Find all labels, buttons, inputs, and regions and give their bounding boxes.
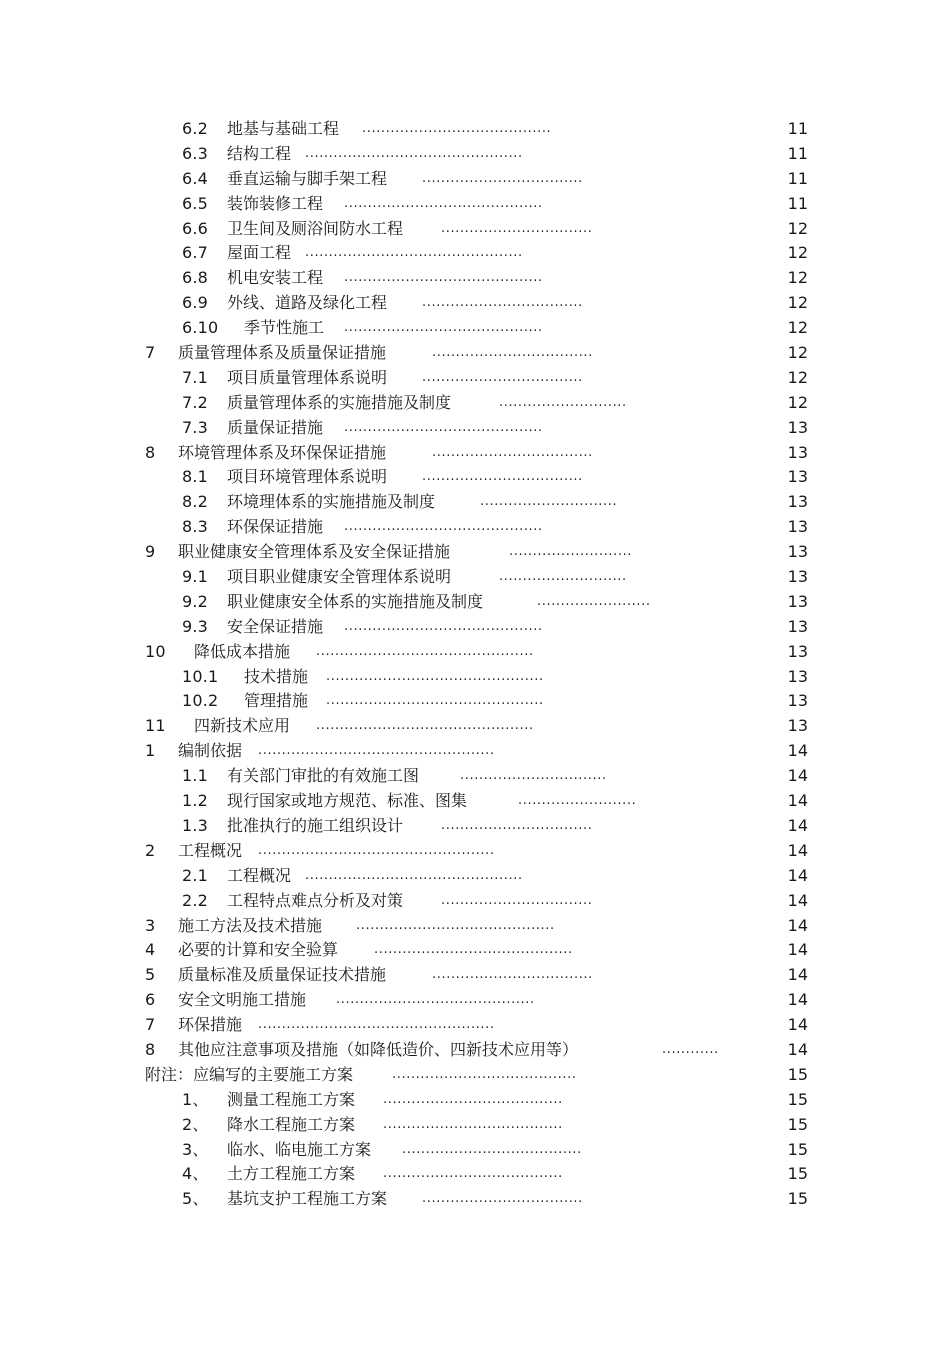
toc-entry-leader: ........................ <box>537 593 651 609</box>
toc-entry-leader: .............................................. <box>305 145 523 161</box>
toc-entry <box>0 1013 950 1038</box>
toc-entry-title: 职业健康安全体系的实施措施及制度 <box>227 591 484 611</box>
toc-entry <box>0 1113 950 1138</box>
toc-entry-title: 技术措施 <box>244 666 309 686</box>
toc-entry <box>0 1138 950 1163</box>
toc-entry-number: 10.2 <box>182 691 219 711</box>
toc-entry-page: 11 <box>787 193 808 213</box>
toc-entry-number: 6.7 <box>182 243 209 263</box>
toc-entry-title: 机电安装工程 <box>227 268 324 288</box>
toc-entry <box>0 465 950 490</box>
toc-entry <box>0 689 950 714</box>
toc-entry <box>0 1088 950 1113</box>
toc-entry-number: 1、 <box>182 1089 209 1109</box>
toc-entry-number: 6.2 <box>182 119 209 138</box>
toc-entry-leader: ...................................... <box>383 1091 563 1107</box>
toc-entry-page: 14 <box>787 766 808 786</box>
toc-entry-page: 14 <box>787 741 808 761</box>
toc-entry-number: 7 <box>145 1015 156 1035</box>
toc-entry-number: 6.8 <box>182 268 209 288</box>
toc-entry <box>0 540 950 565</box>
toc-entry-title: 安全保证措施 <box>227 616 324 636</box>
toc-entry-number: 1.1 <box>182 766 209 786</box>
toc-entry-title: 质量保证措施 <box>227 417 324 437</box>
toc-entry-title: 质量管理体系的实施措施及制度 <box>227 392 452 412</box>
toc-entry <box>0 142 950 167</box>
toc-entry-leader: ....................................... <box>392 1066 577 1082</box>
toc-entry-leader: .......................................... <box>344 519 543 535</box>
toc-entry-leader: .................................. <box>422 170 583 186</box>
toc-entry-number: 8 <box>145 442 156 462</box>
toc-entry-leader: ................................ <box>441 892 593 908</box>
toc-entry-page: 13 <box>787 641 808 661</box>
toc-entry-leader: .................................. <box>422 295 583 311</box>
toc-entry-number: 7.3 <box>182 417 209 437</box>
toc-entry-leader: .................................. <box>432 444 593 460</box>
toc-entry-number: 2.2 <box>182 890 209 910</box>
toc-entry-leader: ......................... <box>518 793 637 809</box>
toc-entry-title: 测量工程施工方案 <box>227 1089 356 1109</box>
toc-entry <box>0 1162 950 1187</box>
toc-entry-page: 14 <box>787 890 808 910</box>
toc-entry-title: 环境管理体系及环保保证措施 <box>178 442 387 462</box>
toc-entry-number: 9.2 <box>182 591 209 611</box>
toc-entry-page: 13 <box>787 467 808 487</box>
toc-entry <box>0 241 950 266</box>
toc-entry <box>0 117 950 142</box>
toc-entry-page: 13 <box>787 616 808 636</box>
toc-entry-title: 环保保证措施 <box>227 517 324 537</box>
toc-entry-page: 15 <box>787 1139 808 1159</box>
toc-entry-title: 季节性施工 <box>244 318 325 338</box>
toc-entry-page: 13 <box>787 716 808 736</box>
toc-entry-page: 13 <box>787 567 808 587</box>
toc-entry <box>0 739 950 764</box>
toc-entry <box>0 889 950 914</box>
toc-entry-page: 13 <box>787 691 808 711</box>
toc-entry-page: 14 <box>787 990 808 1010</box>
toc-entry-leader: .......................... <box>509 544 633 560</box>
toc-entry-page: 13 <box>787 492 808 512</box>
toc-entry-page: 14 <box>787 791 808 811</box>
toc-entry-page: 11 <box>787 119 808 138</box>
toc-entry-page: 14 <box>787 1015 808 1035</box>
toc-entry-title: 地基与基础工程 <box>227 119 340 138</box>
toc-entry-title: 管理措施 <box>244 691 309 711</box>
toc-entry <box>0 416 950 441</box>
toc-entry-title: 有关部门审批的有效施工图 <box>227 766 420 786</box>
toc-entry-page: 12 <box>787 293 808 313</box>
toc-entry-number: 6.4 <box>182 168 209 188</box>
toc-entry <box>0 590 950 615</box>
toc-entry-number: 6 <box>145 990 156 1010</box>
table-of-contents <box>0 117 950 1212</box>
toc-entry-number: 7.2 <box>182 392 209 412</box>
toc-entry <box>0 192 950 217</box>
toc-entry <box>0 391 950 416</box>
toc-entry-number: 8.3 <box>182 517 209 537</box>
toc-entry-page: 11 <box>787 168 808 188</box>
toc-entry <box>0 515 950 540</box>
toc-entry-title: 卫生间及厕浴间防水工程 <box>227 218 404 238</box>
toc-entry-page: 14 <box>787 840 808 860</box>
toc-entry-page: 12 <box>787 343 808 363</box>
toc-entry-title: 必要的计算和安全验算 <box>178 940 339 960</box>
toc-entry-page: 14 <box>787 940 808 960</box>
toc-entry-leader: .................................................. <box>258 842 495 858</box>
toc-entry-number: 11 <box>145 716 166 736</box>
toc-entry-leader: .......................................... <box>336 992 535 1008</box>
toc-entry-page: 13 <box>787 591 808 611</box>
toc-entry-title: 土方工程施工方案 <box>227 1164 356 1184</box>
toc-entry-page: 13 <box>787 417 808 437</box>
toc-entry-leader: .................................. <box>422 469 583 485</box>
toc-entry-title: 批准执行的施工组织设计 <box>227 815 404 835</box>
toc-entry <box>0 341 950 366</box>
toc-entry-leader: ...................................... <box>383 1166 563 1182</box>
toc-entry-number: 6.5 <box>182 193 209 213</box>
toc-entry-leader: .............................................. <box>326 693 544 709</box>
toc-entry-leader: .......................................... <box>344 270 543 286</box>
toc-entry-number: 8.1 <box>182 467 209 487</box>
toc-entry <box>0 1187 950 1212</box>
toc-entry-leader: .................................................. <box>258 1017 495 1033</box>
toc-entry-number: 6.6 <box>182 218 209 238</box>
toc-entry <box>0 914 950 939</box>
toc-entry <box>0 764 950 789</box>
toc-entry-title: 安全文明施工措施 <box>178 990 307 1010</box>
toc-entry-number: 8 <box>145 1039 156 1059</box>
toc-entry-number: 8.2 <box>182 492 209 512</box>
toc-entry-number: 3 <box>145 915 156 935</box>
toc-entry-title: 项目职业健康安全管理体系说明 <box>227 567 452 587</box>
toc-entry-page: 14 <box>787 815 808 835</box>
toc-entry-title: 基坑支护工程施工方案 <box>227 1189 388 1209</box>
toc-entry-number: 1 <box>145 741 156 761</box>
toc-entry-page: 15 <box>787 1064 808 1084</box>
toc-entry-page: 13 <box>787 442 808 462</box>
toc-entry <box>0 441 950 466</box>
toc-entry-page: 15 <box>787 1164 808 1184</box>
toc-entry-leader: .......................................... <box>344 195 543 211</box>
toc-entry <box>0 266 950 291</box>
toc-entry <box>0 366 950 391</box>
toc-entry-title: 现行国家或地方规范、标准、图集 <box>227 791 468 811</box>
toc-entry-title: 附注：应编写的主要施工方案 <box>145 1064 354 1084</box>
toc-entry <box>0 291 950 316</box>
toc-entry <box>0 839 950 864</box>
toc-entry-title: 外线、道路及绿化工程 <box>227 293 388 313</box>
toc-entry-page: 11 <box>787 143 808 163</box>
toc-entry-page: 14 <box>787 915 808 935</box>
toc-entry-title: 其他应注意事项及措施（如降低造价、四新技术应用等） <box>178 1039 579 1059</box>
toc-entry-page: 13 <box>787 517 808 537</box>
toc-entry <box>0 814 950 839</box>
toc-entry-title: 临水、临电施工方案 <box>227 1139 372 1159</box>
toc-entry-leader: .............................................. <box>305 245 523 261</box>
toc-entry-number: 5、 <box>182 1189 209 1209</box>
toc-entry-number: 7 <box>145 343 156 363</box>
toc-entry-leader: .................................. <box>422 1191 583 1207</box>
toc-entry-title: 项目环境管理体系说明 <box>227 467 388 487</box>
toc-entry-leader: .................................. <box>432 345 593 361</box>
toc-entry-leader: ........................... <box>499 569 627 585</box>
toc-entry-number: 6.10 <box>182 318 219 338</box>
toc-entry-number: 7.1 <box>182 367 209 387</box>
toc-entry <box>0 789 950 814</box>
toc-entry-number: 6.3 <box>182 143 209 163</box>
toc-entry <box>0 963 950 988</box>
toc-entry <box>0 1063 950 1088</box>
toc-entry <box>0 167 950 192</box>
toc-entry-page: 12 <box>787 268 808 288</box>
toc-entry-page: 15 <box>787 1114 808 1134</box>
toc-entry-number: 9.3 <box>182 616 209 636</box>
toc-entry-leader: .............................................. <box>326 668 544 684</box>
toc-entry <box>0 1038 950 1063</box>
toc-entry-page: 14 <box>787 1039 808 1059</box>
toc-entry-page: 12 <box>787 367 808 387</box>
toc-entry-leader: .................................. <box>422 369 583 385</box>
toc-entry-number: 4 <box>145 940 156 960</box>
toc-entry-number: 3、 <box>182 1139 209 1159</box>
toc-entry <box>0 565 950 590</box>
toc-entry-leader: ............................... <box>460 768 607 784</box>
toc-entry-title: 施工方法及技术措施 <box>178 915 323 935</box>
toc-entry <box>0 640 950 665</box>
toc-entry <box>0 615 950 640</box>
toc-entry <box>0 490 950 515</box>
toc-entry-title: 质量标准及质量保证技术措施 <box>178 965 387 985</box>
toc-entry-leader: .............................................. <box>316 643 534 659</box>
toc-entry-title: 编制依据 <box>178 741 243 761</box>
toc-entry-leader: .............................................. <box>316 718 534 734</box>
toc-entry-leader: .................................................. <box>258 743 495 759</box>
toc-entry-leader: ............ <box>662 1041 719 1057</box>
toc-entry-page: 12 <box>787 318 808 338</box>
toc-entry-title: 环境理体系的实施措施及制度 <box>227 492 436 512</box>
toc-entry-title: 工程概况 <box>178 840 243 860</box>
toc-entry-number: 9 <box>145 542 156 562</box>
toc-entry-leader: .......................................... <box>374 942 573 958</box>
toc-entry-leader: ...................................... <box>383 1116 563 1132</box>
toc-entry-title: 结构工程 <box>227 143 292 163</box>
toc-entry-number: 6.9 <box>182 293 209 313</box>
toc-entry-title: 工程特点难点分析及对策 <box>227 890 404 910</box>
toc-entry-number: 10.1 <box>182 666 219 686</box>
toc-entry-number: 1.2 <box>182 791 209 811</box>
toc-entry-leader: ................................ <box>441 817 593 833</box>
toc-entry-number: 2、 <box>182 1114 209 1134</box>
toc-entry-title: 环保措施 <box>178 1015 243 1035</box>
toc-entry-leader: ................................ <box>441 220 593 236</box>
toc-entry-leader: .......................................... <box>356 917 555 933</box>
toc-entry <box>0 864 950 889</box>
toc-entry-page: 13 <box>787 542 808 562</box>
toc-entry-leader: .......................................... <box>344 419 543 435</box>
toc-entry-number: 2 <box>145 840 156 860</box>
toc-entry-number: 9.1 <box>182 567 209 587</box>
toc-entry-page: 15 <box>787 1189 808 1209</box>
toc-entry-leader: .................................. <box>432 967 593 983</box>
toc-entry-leader: .......................................... <box>344 618 543 634</box>
toc-entry <box>0 217 950 242</box>
toc-entry-title: 四新技术应用 <box>194 716 291 736</box>
toc-entry-title: 项目质量管理体系说明 <box>227 367 388 387</box>
toc-entry-title: 装饰装修工程 <box>227 193 324 213</box>
toc-entry-page: 12 <box>787 218 808 238</box>
toc-entry-title: 降水工程施工方案 <box>227 1114 356 1134</box>
toc-entry-number: 4、 <box>182 1164 209 1184</box>
toc-entry-page: 15 <box>787 1089 808 1109</box>
toc-entry <box>0 665 950 690</box>
toc-entry-page: 14 <box>787 965 808 985</box>
toc-entry-number: 1.3 <box>182 815 209 835</box>
toc-entry-page: 12 <box>787 243 808 263</box>
toc-entry <box>0 938 950 963</box>
toc-entry-title: 工程概况 <box>227 865 292 885</box>
toc-entry-title: 降低成本措施 <box>194 641 291 661</box>
toc-entry-title: 垂直运输与脚手架工程 <box>227 168 388 188</box>
toc-entry-leader: ............................. <box>480 494 618 510</box>
toc-entry-leader: .............................................. <box>305 867 523 883</box>
toc-entry <box>0 714 950 739</box>
toc-entry-leader: .......................................... <box>344 320 543 336</box>
toc-entry-page: 12 <box>787 392 808 412</box>
toc-entry-number: 2.1 <box>182 865 209 885</box>
toc-entry-page: 14 <box>787 865 808 885</box>
toc-entry <box>0 988 950 1013</box>
toc-entry-title: 屋面工程 <box>227 243 292 263</box>
toc-entry-leader: ...................................... <box>402 1141 582 1157</box>
toc-entry-number: 10 <box>145 641 166 661</box>
toc-entry-leader: ........................... <box>499 394 627 410</box>
toc-entry-page: 13 <box>787 666 808 686</box>
toc-entry-number: 5 <box>145 965 156 985</box>
toc-entry-title: 职业健康安全管理体系及安全保证措施 <box>178 542 451 562</box>
toc-entry <box>0 316 950 341</box>
toc-entry-title: 质量管理体系及质量保证措施 <box>178 343 387 363</box>
toc-entry-leader: ........................................ <box>362 121 552 136</box>
